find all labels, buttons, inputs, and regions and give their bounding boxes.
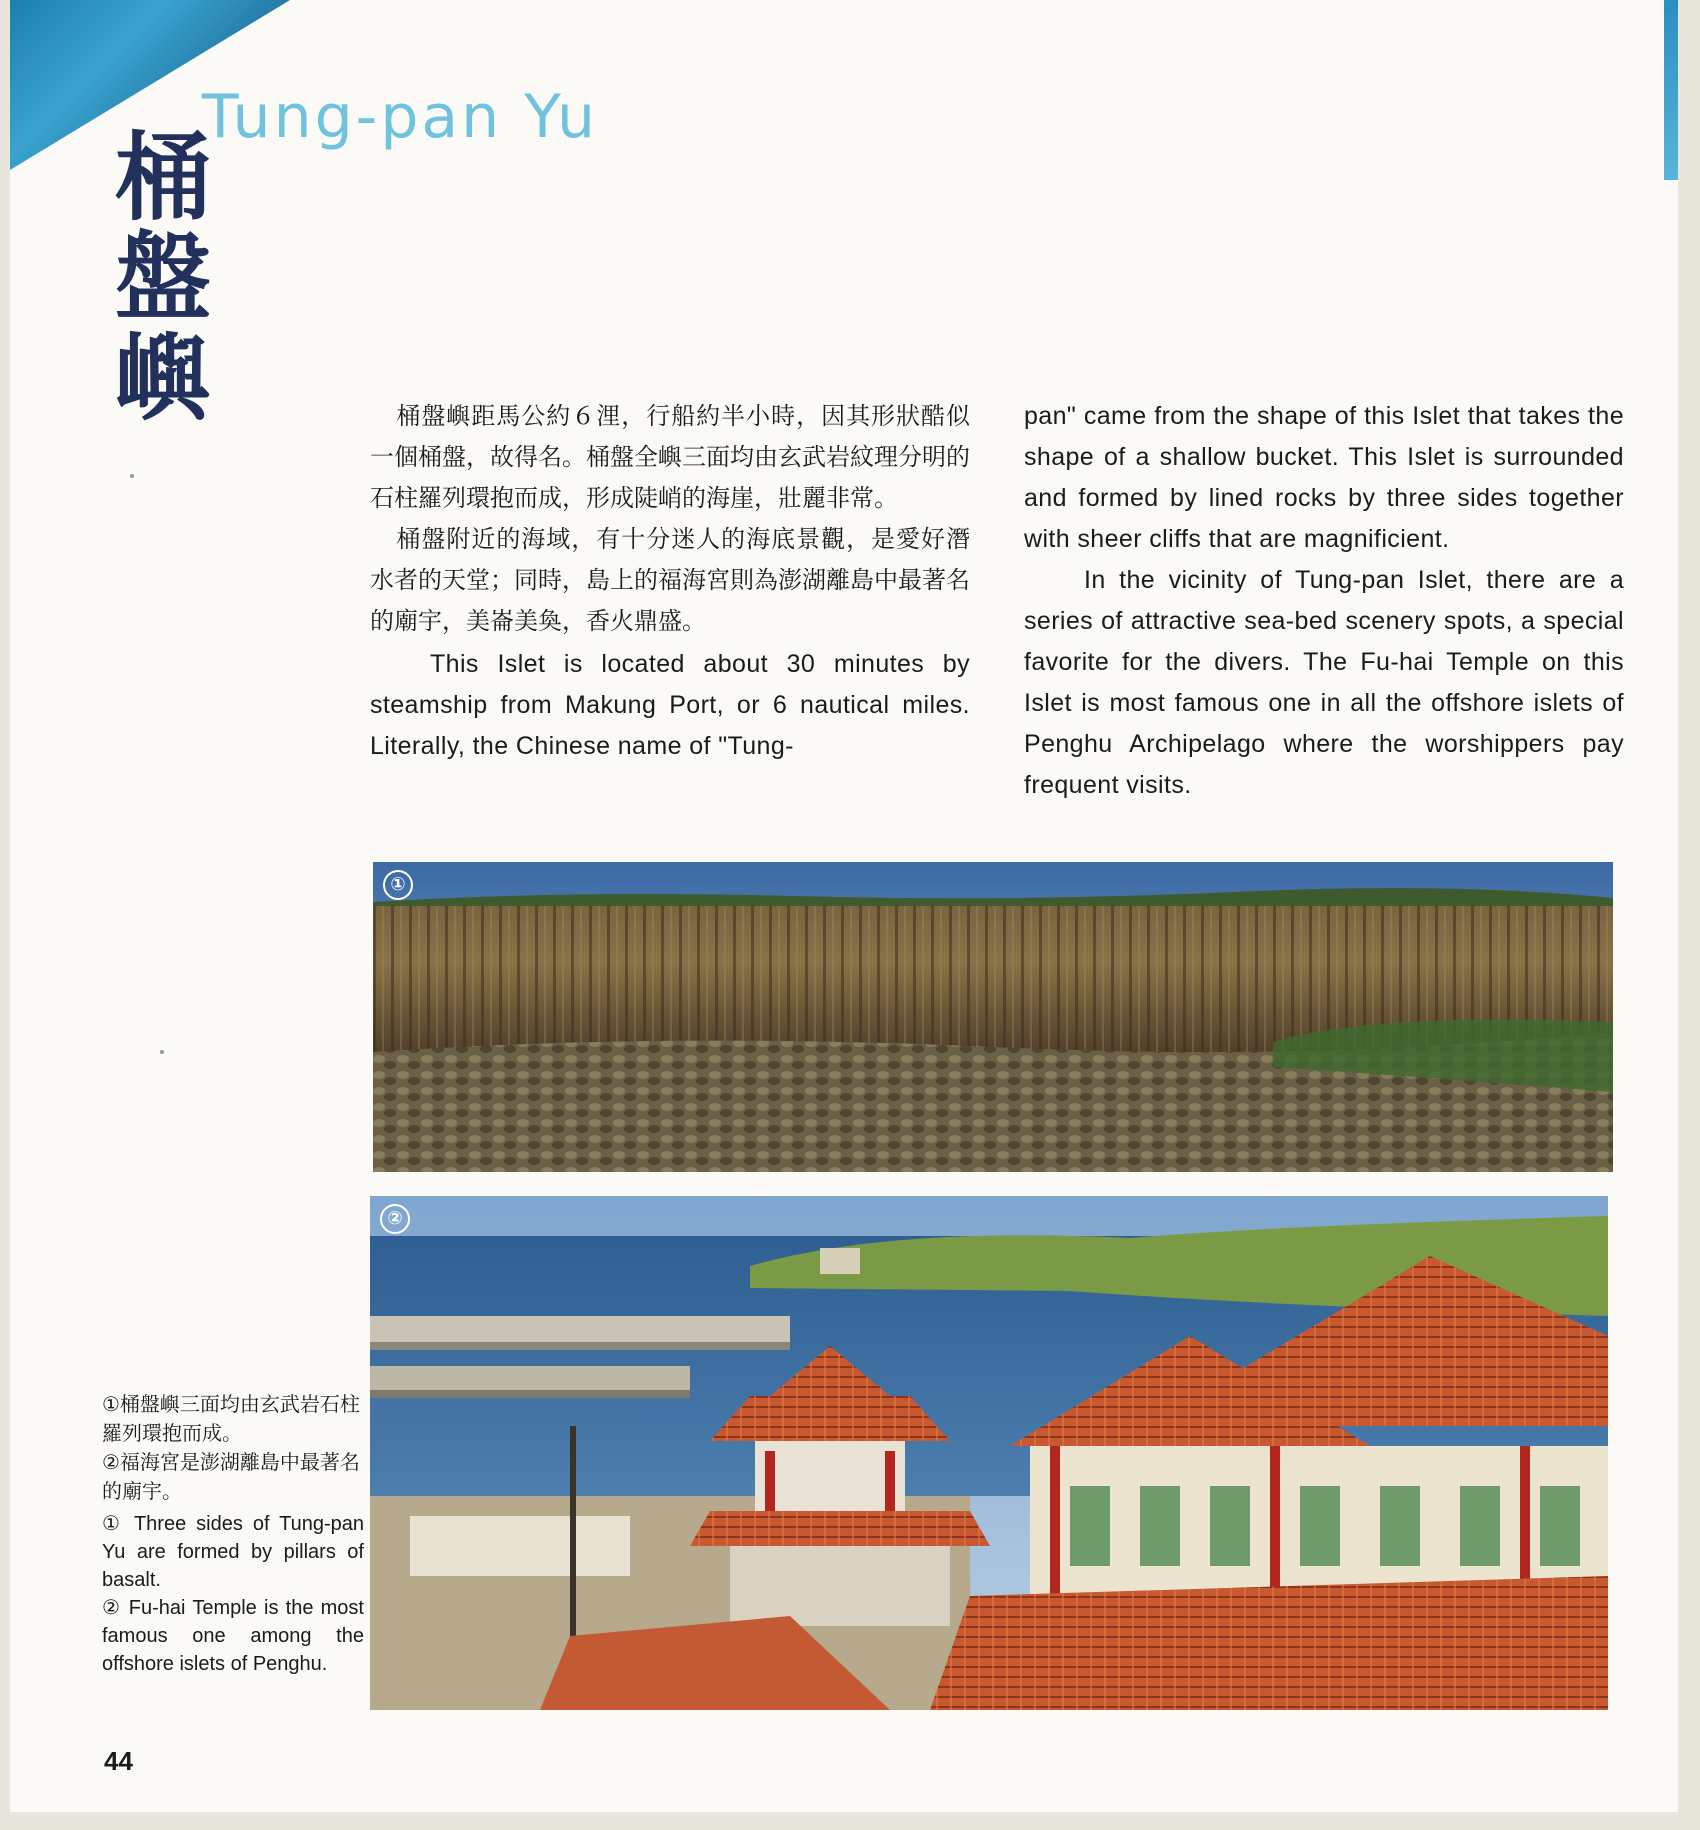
basalt-cliff-photo: [373, 862, 1613, 1172]
temple-illustration: [370, 1196, 1608, 1710]
english-paragraph: pan" came from the shape of this Islet that takes the shape of a shallow bucket. This Islet is surrounded and formed by lined rocks by three sides together with sheer cliffs that are magnificient.: [1024, 402, 1624, 553]
brochure-page: [10, 0, 1678, 1812]
caption-en-line: ② Fu-hai Temple is the most famous one among the offshore islets of Penghu.: [102, 1597, 364, 1675]
photo-number-badge: ①: [383, 870, 413, 900]
title-char: 嶼: [115, 322, 211, 434]
title-char: 盤: [115, 222, 211, 334]
paper-speck: [130, 474, 134, 478]
paper-speck: [160, 1050, 164, 1054]
basalt-cliff-illustration: [373, 862, 1613, 1172]
title-char: 桶: [115, 122, 211, 234]
temple-photo: [370, 1196, 1608, 1710]
text-column-right: [1024, 396, 1624, 806]
english-paragraph: In the vicinity of Tung-pan Islet, there are a series of attractive sea-bed scenery spots, a special favorite for the divers. The Fu-hai Temple on this Islet is most famous one in all the offshore islets of Penghu Archipelago where the worshippers pay frequent visits.: [1024, 566, 1624, 799]
caption-cjk-line: ②福海宮是澎湖離島中最著名的廟宇。: [102, 1450, 360, 1503]
english-paragraph: This Islet is located about 30 minutes by steamship from Makung Port, or 6 nautical miles. Literally, the Chinese name of "Tung-: [370, 650, 970, 760]
cjk-paragraph: 桶盤嶼距馬公約６浬，行船約半小時，因其形狀酷似一個桶盤，故得名。桶盤全嶼三面均由玄武岩紋理分明的石柱羅列環抱而成，形成陡峭的海崖，壯麗非常。: [370, 402, 970, 512]
cjk-paragraph: 桶盤附近的海域，有十分迷人的海底景觀，是愛好潛水者的天堂；同時，島上的福海宮則為澎湖離島中最著名的廟宇，美崙美奐，香火鼎盛。: [370, 525, 970, 635]
caption-cjk-line: ①桶盤嶼三面均由玄武岩石柱羅列環抱而成。: [102, 1392, 360, 1445]
page-title-cjk: [108, 122, 218, 434]
page-number: 44: [104, 1746, 133, 1776]
photo-caption: [102, 1390, 364, 1678]
photo-number-badge: ②: [380, 1204, 410, 1234]
caption-en-line: ① Three sides of Tung-pan Yu are formed by pillars of basalt.: [102, 1513, 364, 1591]
text-column-left: [370, 396, 970, 767]
page-title-latin: Tung-pan Yu: [202, 82, 599, 152]
page-edge-strip: [1664, 0, 1678, 180]
